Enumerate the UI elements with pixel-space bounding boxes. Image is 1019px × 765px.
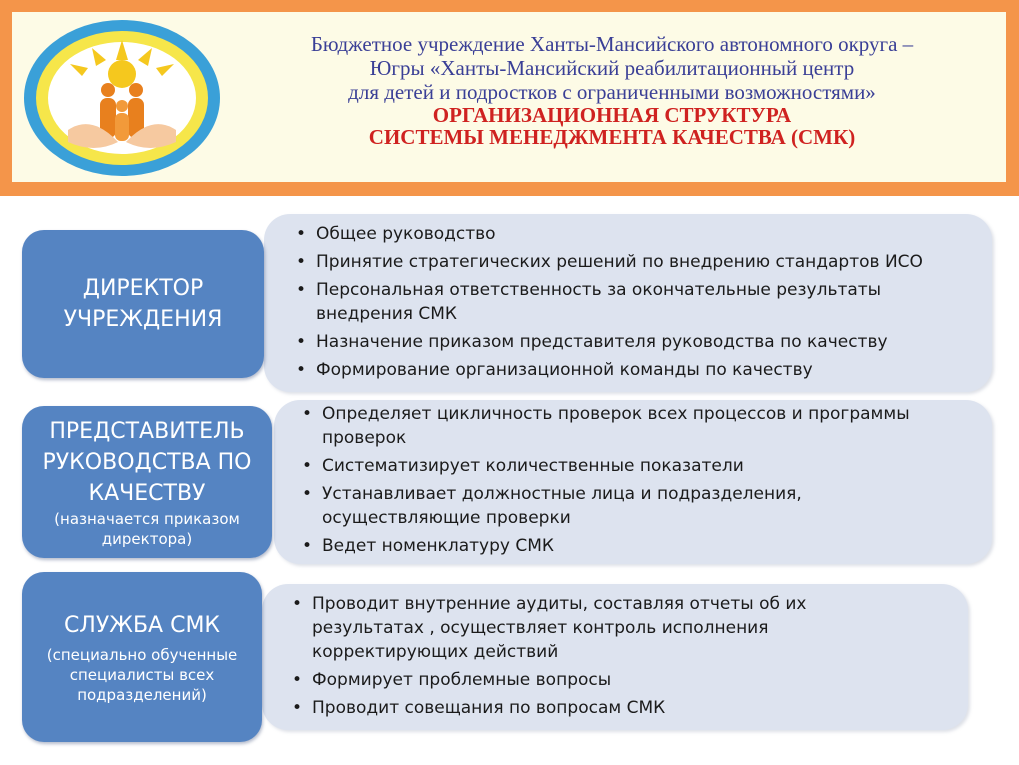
org-name-line-1: Бюджетное учреждение Ханты-Мансийского автономного округа – — [310, 32, 914, 56]
qms-service-role-box — [22, 572, 262, 742]
list-item: • Принятие стратегических решений по внедрению стандартов ИСО — [294, 250, 984, 274]
quality-rep-role-title: ПРЕДСТАВИТЕЛЬ РУКОВОДСТВА ПО КАЧЕСТВУ — [42, 418, 252, 506]
list-item: • Устанавливает должностные лица и подразделения, осуществляющие проверки — [300, 482, 882, 530]
qms-service-role-subtitle: (специально обученные специалисты всех подразделений) — [46, 645, 238, 704]
director-duties-list — [294, 222, 984, 386]
org-name-line-3: для детей и подростков с ограниченными возможностями» — [348, 80, 876, 104]
header-frame — [0, 0, 1019, 196]
quality-rep-role-box — [22, 406, 272, 558]
list-item: • Общее руководство — [294, 222, 984, 246]
list-item: • Персональная ответственность за окончательные результаты внедрения СМК — [294, 278, 916, 326]
page-title-line-2: СИСТЕМЫ МЕНЕДЖМЕНТА КАЧЕСТВА (СМК) — [368, 125, 856, 149]
list-item: • Систематизирует количественные показатели — [300, 454, 970, 478]
list-item: • Определяет цикличность проверок всех процессов и программы проверок — [300, 402, 970, 450]
rehab-center-emblem-icon — [22, 18, 222, 178]
director-role-title: ДИРЕКТОР УЧРЕЖДЕНИЯ — [63, 276, 223, 332]
list-item: • Проводит совещания по вопросам СМК — [290, 696, 890, 720]
quality-rep-role-subtitle: (назначается приказом директора) — [54, 509, 240, 548]
qms-service-duties-list — [290, 592, 890, 724]
quality-rep-duties-list — [300, 402, 970, 562]
header-panel — [12, 12, 1006, 182]
page-title-line-1: ОРГАНИЗАЦИОННАЯ СТРУКТУРА — [432, 103, 792, 127]
list-item: • Ведет номенклатуру СМК — [300, 534, 970, 558]
director-role-box — [22, 230, 264, 378]
header-title-block — [232, 32, 992, 148]
list-item: • Назначение приказом представителя руководства по качеству — [294, 330, 984, 354]
org-name-line-2: Югры «Ханты-Мансийский реабилитационный центр — [369, 56, 855, 80]
list-item: • Формирует проблемные вопросы — [290, 668, 890, 692]
list-item: • Проводит внутренние аудиты, составляя отчеты об их результатах , осуществляет контроль исполнения корректирующих действий — [290, 592, 842, 664]
qms-service-role-title: СЛУЖБА СМК — [63, 612, 221, 638]
list-item: • Формирование организационной команды по качеству — [294, 358, 984, 382]
